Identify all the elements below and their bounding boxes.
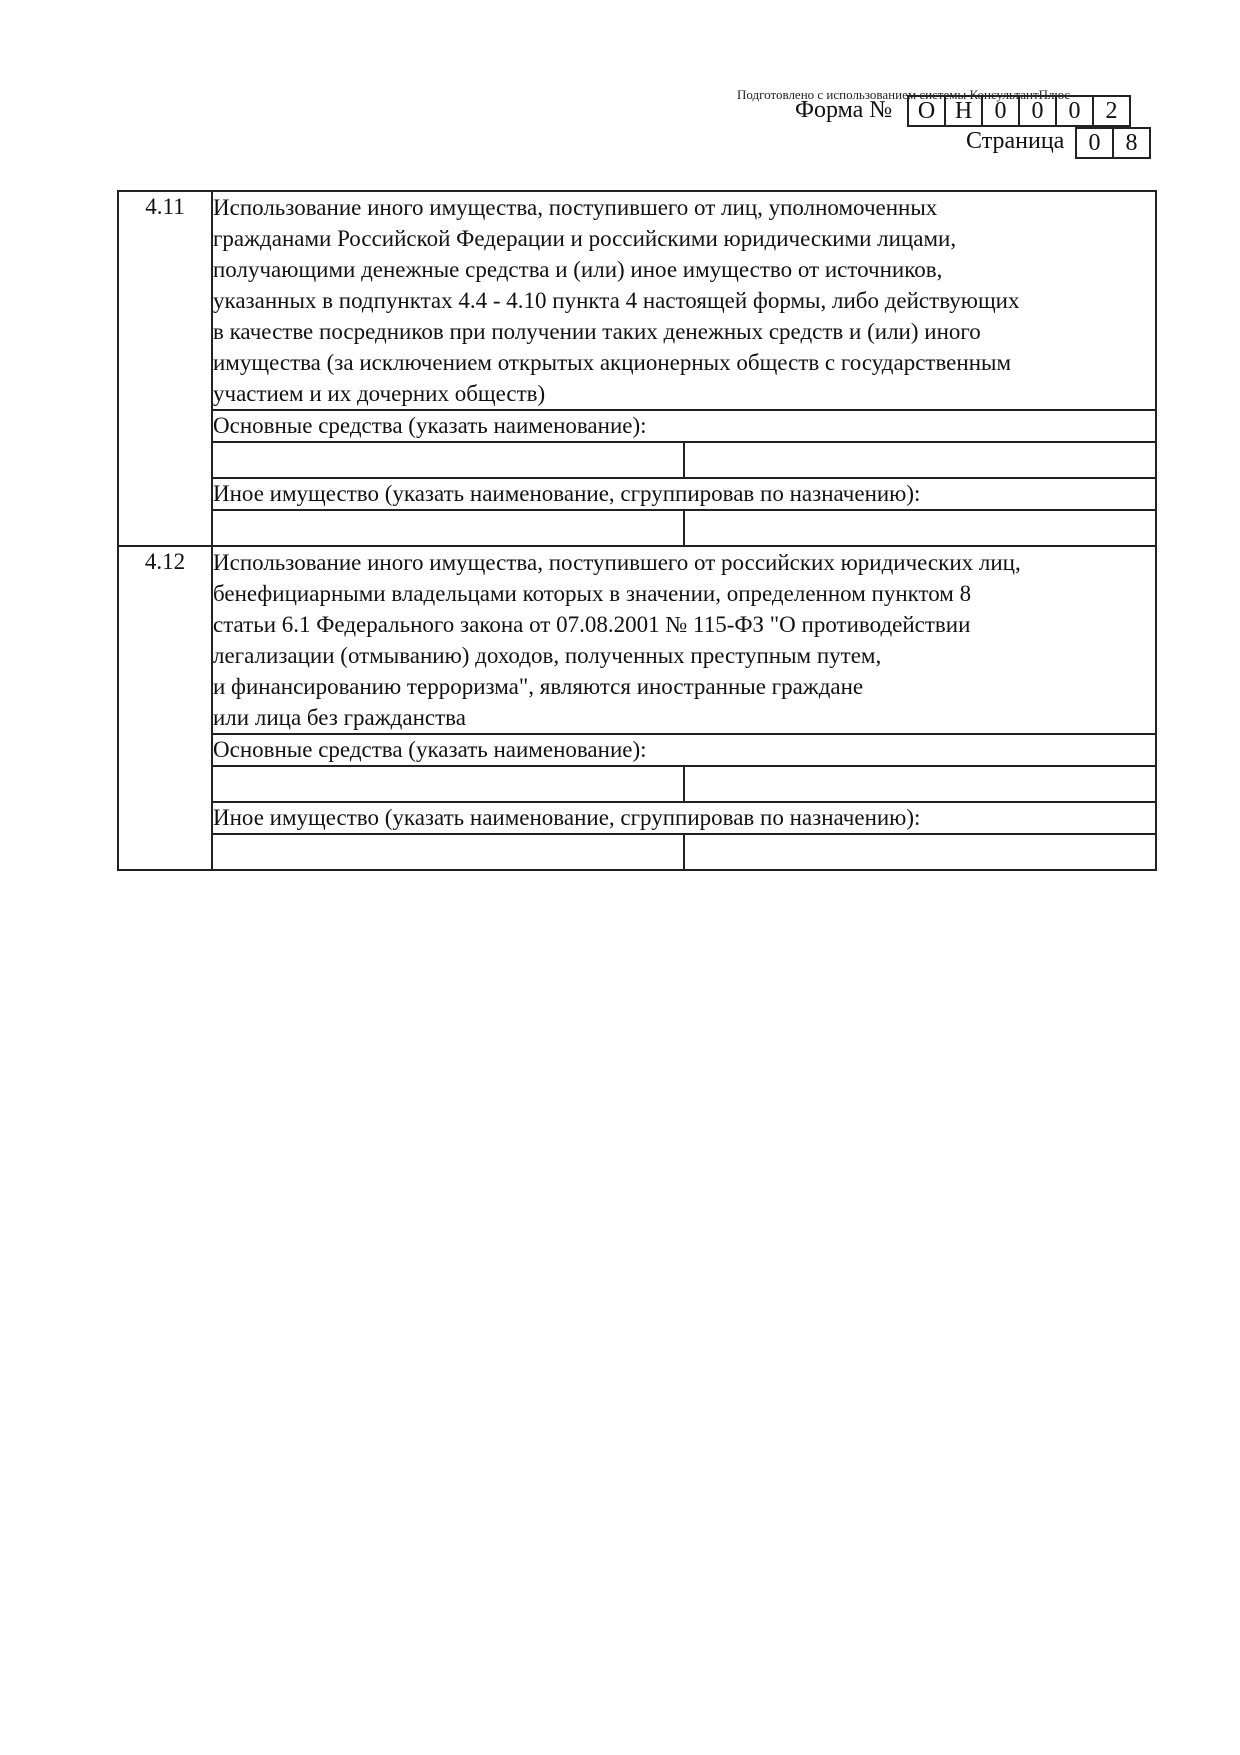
section-description (212, 191, 1156, 410)
form-number-cell: Н (946, 97, 983, 127)
fixed-assets-name-field[interactable] (212, 442, 684, 478)
section-number: 4.11 (118, 191, 212, 546)
other-property-label: Иное имущество (указать наименование, сгруппировав по назначению): (212, 802, 1156, 834)
description-line: бенефициарными владельцами которых в значении, определенном пунктом 8 (213, 581, 972, 606)
form-number-cell: 0 (1020, 97, 1057, 127)
description-line: и финансированию терроризма", являются иностранные граждане (213, 674, 864, 699)
section-row (118, 546, 1156, 734)
other-property-label: Иное имущество (указать наименование, сгруппировав по назначению): (212, 478, 1156, 510)
description-line: гражданами Российской Федерации и российскими юридическими лицами, (213, 226, 957, 251)
form-number-label: Форма № (795, 97, 893, 123)
page-number-cell: 8 (1114, 129, 1151, 159)
fixed-assets-label: Основные средства (указать наименование): (212, 410, 1156, 442)
other-property-value-field[interactable] (684, 834, 1156, 870)
form-number-cell: 0 (1057, 97, 1094, 127)
description-line: указанных в подпунктах 4.4 - 4.10 пункта 4 настоящей формы, либо действующих (213, 288, 1020, 313)
description-line: в качестве посредников при получении таких денежных средств и (или) иного (213, 319, 981, 344)
description-line: Использование иного имущества, поступившего от лиц, уполномоченных (213, 195, 938, 220)
section-number: 4.12 (118, 546, 212, 870)
description-line: Использование иного имущества, поступившего от российских юридических лиц, (213, 550, 1021, 575)
form-number-cell: 2 (1094, 97, 1131, 127)
fixed-assets-value-field[interactable] (684, 442, 1156, 478)
section-description (212, 546, 1156, 734)
fixed-assets-label: Основные средства (указать наименование): (212, 734, 1156, 766)
form-number-cell: О (909, 97, 946, 127)
description-line: участием и их дочерних обществ) (213, 381, 546, 406)
fixed-assets-value-field[interactable] (684, 766, 1156, 802)
page-number-label: Страница (966, 128, 1065, 154)
other-property-name-field[interactable] (212, 510, 684, 546)
fixed-assets-name-field[interactable] (212, 766, 684, 802)
other-property-name-field[interactable] (212, 834, 684, 870)
other-property-value-field[interactable] (684, 510, 1156, 546)
consultant-plus-watermark: Подготовлено с использованием системы КонсультантПлюс (737, 87, 1071, 102)
description-line: получающими денежные средства и (или) иное имущество от источников, (213, 257, 943, 282)
property-usage-table (117, 190, 1157, 871)
form-number-cell: 0 (983, 97, 1020, 127)
description-line: или лица без гражданства (213, 705, 466, 730)
page-number-cell: 0 (1077, 129, 1114, 159)
description-line: легализации (отмыванию) доходов, полученных преступным путем, (213, 643, 882, 668)
description-line: имущества (за исключением открытых акционерных обществ с государственным (213, 350, 1012, 375)
page-number-cells (1075, 127, 1151, 159)
description-line: статьи 6.1 Федерального закона от 07.08.2001 № 115-ФЗ "О противодействии (213, 612, 971, 637)
section-row (118, 191, 1156, 410)
form-number-cells (907, 95, 1131, 127)
